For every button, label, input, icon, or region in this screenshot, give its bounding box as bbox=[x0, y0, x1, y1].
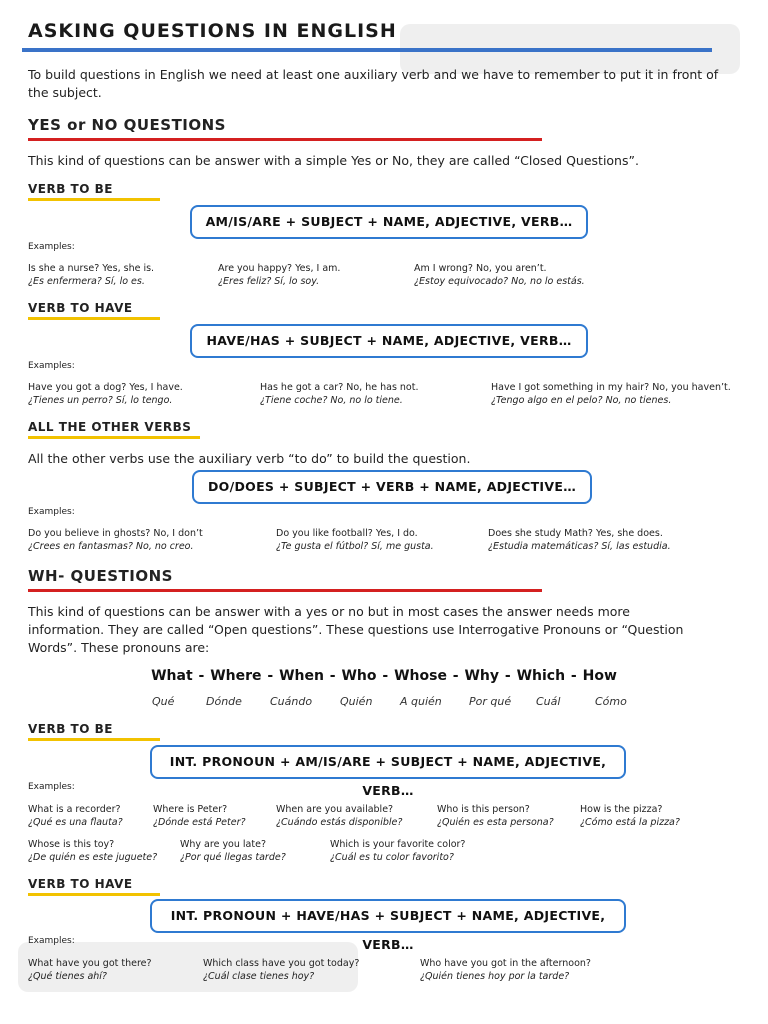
example-en: Which class have you got today? bbox=[203, 958, 360, 969]
example-es: ¿Qué tienes ahí? bbox=[28, 971, 107, 982]
example-en: What have you got there? bbox=[28, 958, 152, 969]
example-en: Have you got a dog? Yes, I have. bbox=[28, 382, 183, 393]
title-underline bbox=[22, 48, 712, 52]
example-en: Has he got a car? No, he has not. bbox=[260, 382, 419, 393]
translation-cuando: Cuándo bbox=[270, 695, 313, 708]
example-en: Does she study Math? Yes, she does. bbox=[488, 528, 663, 539]
example-item bbox=[28, 838, 157, 864]
example-es: ¿Cuál clase tienes hoy? bbox=[203, 971, 315, 982]
example-item bbox=[420, 957, 591, 983]
yesno-heading-rule bbox=[28, 138, 542, 141]
example-es: ¿Tengo algo en el pelo? No, no tienes. bbox=[491, 395, 672, 406]
translation-quien: Quién bbox=[340, 695, 373, 708]
example-en: When are you available? bbox=[276, 804, 394, 815]
example-en: Whose is this toy? bbox=[28, 839, 115, 850]
example-es: ¿Cuál es tu color favorito? bbox=[330, 852, 454, 863]
wh-verb-to-have-heading: VERB TO HAVE bbox=[28, 877, 133, 891]
example-en: Do you like football? Yes, I do. bbox=[276, 528, 418, 539]
wh-verb-to-have-rule bbox=[28, 893, 160, 896]
translation-donde: Dónde bbox=[206, 695, 242, 708]
wh-description-line: This kind of questions can be answer with a yes or no but in most cases the answer needs more bbox=[28, 604, 630, 619]
example-es: ¿De quién es este juguete? bbox=[28, 852, 158, 863]
example-es: ¿Eres feliz? Sí, lo soy. bbox=[218, 276, 320, 287]
example-item bbox=[437, 803, 554, 829]
translation-a-quien: A quién bbox=[400, 695, 442, 708]
wh-verb-to-be-rule bbox=[28, 738, 160, 741]
example-en: Are you happy? Yes, I am. bbox=[218, 263, 341, 274]
yesno-description: This kind of questions can be answer with a simple Yes or No, they are called “Closed Questions”. bbox=[28, 153, 639, 168]
wh-heading-rule bbox=[28, 589, 542, 592]
wh-description bbox=[28, 603, 748, 657]
example-en: How is the pizza? bbox=[580, 804, 663, 815]
wh-description-line: information. They are called “Open questions”. These questions use Interrogative Pronouns or “Question bbox=[28, 622, 684, 637]
yesno-heading: YES or NO QUESTIONS bbox=[28, 116, 226, 134]
example-es: ¿Cómo está la pizza? bbox=[580, 817, 680, 828]
example-item bbox=[330, 838, 465, 864]
example-en: Who have you got in the afternoon? bbox=[420, 958, 591, 969]
example-es: ¿Qué es una flauta? bbox=[28, 817, 123, 828]
translation-cual: Cuál bbox=[536, 695, 561, 708]
page-title: ASKING QUESTIONS IN ENGLISH bbox=[28, 20, 397, 42]
wh-verb-to-be-heading: VERB TO BE bbox=[28, 722, 113, 736]
example-es: ¿Dónde está Peter? bbox=[153, 817, 246, 828]
example-en: Is she a nurse? Yes, she is. bbox=[28, 263, 155, 274]
example-en: Which is your favorite color? bbox=[330, 839, 466, 850]
other-verbs-rule bbox=[28, 436, 200, 439]
translation-como: Cómo bbox=[595, 695, 627, 708]
translation-por-que: Por qué bbox=[469, 695, 512, 708]
example-es: ¿Tienes un perro? Sí, lo tengo. bbox=[28, 395, 173, 406]
example-es: ¿Quién es esta persona? bbox=[437, 817, 554, 828]
yesno-verb-to-be-heading: VERB TO BE bbox=[28, 182, 113, 196]
example-en: Who is this person? bbox=[437, 804, 530, 815]
other-verbs-description: All the other verbs use the auxiliary verb “to do” to build the question. bbox=[28, 451, 471, 466]
example-item bbox=[414, 262, 585, 288]
example-item bbox=[28, 957, 152, 983]
example-en: Do you believe in ghosts? No, I don’t bbox=[28, 528, 203, 539]
example-es: ¿Estudia matemáticas? Sí, las estudia. bbox=[488, 541, 671, 552]
example-item bbox=[28, 527, 203, 553]
example-es: ¿Estoy equivocado? No, no lo estás. bbox=[414, 276, 585, 287]
example-item bbox=[218, 262, 340, 288]
examples-label: Examples: bbox=[28, 507, 75, 517]
example-es: ¿Es enfermera? Sí, lo es. bbox=[28, 276, 145, 287]
yesno-verb-to-have-formula: HAVE/HAS + SUBJECT + NAME, ADJECTIVE, VERB… bbox=[190, 324, 588, 358]
example-item bbox=[180, 838, 286, 864]
yesno-verb-to-be-formula: AM/IS/ARE + SUBJECT + NAME, ADJECTIVE, VERB… bbox=[190, 205, 588, 239]
example-item bbox=[28, 381, 183, 407]
yesno-verb-to-be-rule bbox=[28, 198, 160, 201]
example-item bbox=[28, 803, 123, 829]
example-en: Why are you late? bbox=[180, 839, 266, 850]
examples-label: Examples: bbox=[28, 361, 75, 371]
wh-heading: WH- QUESTIONS bbox=[28, 567, 173, 585]
wh-verb-to-be-formula: INT. PRONOUN + AM/IS/ARE + SUBJECT + NAME, ADJECTIVE, VERB… bbox=[150, 745, 626, 779]
example-item bbox=[580, 803, 680, 829]
translation-que: Qué bbox=[152, 695, 175, 708]
example-item bbox=[153, 803, 246, 829]
example-item bbox=[276, 527, 434, 553]
other-verbs-formula: DO/DOES + SUBJECT + VERB + NAME, ADJECTIVE… bbox=[192, 470, 592, 504]
example-en: Where is Peter? bbox=[153, 804, 228, 815]
examples-label: Examples: bbox=[28, 242, 75, 252]
example-es: ¿Tiene coche? No, no lo tiene. bbox=[260, 395, 403, 406]
example-es: ¿Quién tienes hoy por la tarde? bbox=[420, 971, 570, 982]
example-item bbox=[488, 527, 671, 553]
wh-verb-to-have-formula: INT. PRONOUN + HAVE/HAS + SUBJECT + NAME, ADJECTIVE, VERB… bbox=[150, 899, 626, 933]
example-item bbox=[203, 957, 359, 983]
wh-description-line: Words”. These pronouns are: bbox=[28, 640, 210, 655]
example-item bbox=[260, 381, 419, 407]
intro-paragraph: To build questions in English we need at least one auxiliary verb and we have to remember to put it in front of the subject. bbox=[28, 67, 719, 100]
example-item bbox=[491, 381, 731, 407]
example-item bbox=[28, 262, 154, 288]
yesno-verb-to-have-heading: VERB TO HAVE bbox=[28, 301, 133, 315]
example-es: ¿Cuándo estás disponible? bbox=[276, 817, 403, 828]
example-es: ¿Por qué llegas tarde? bbox=[180, 852, 286, 863]
example-en: What is a recorder? bbox=[28, 804, 121, 815]
example-es: ¿Te gusta el fútbol? Sí, me gusta. bbox=[276, 541, 434, 552]
example-en: Have I got something in my hair? No, you haven’t. bbox=[491, 382, 731, 393]
examples-label: Examples: bbox=[28, 936, 75, 946]
question-words: What - Where - When - Who - Whose - Why - Which - How bbox=[151, 668, 617, 684]
other-verbs-heading: ALL THE OTHER VERBS bbox=[28, 420, 192, 434]
example-item bbox=[276, 803, 402, 829]
example-es: ¿Crees en fantasmas? No, no creo. bbox=[28, 541, 194, 552]
yesno-verb-to-have-rule bbox=[28, 317, 160, 320]
example-en: Am I wrong? No, you aren’t. bbox=[414, 263, 547, 274]
examples-label: Examples: bbox=[28, 782, 75, 792]
